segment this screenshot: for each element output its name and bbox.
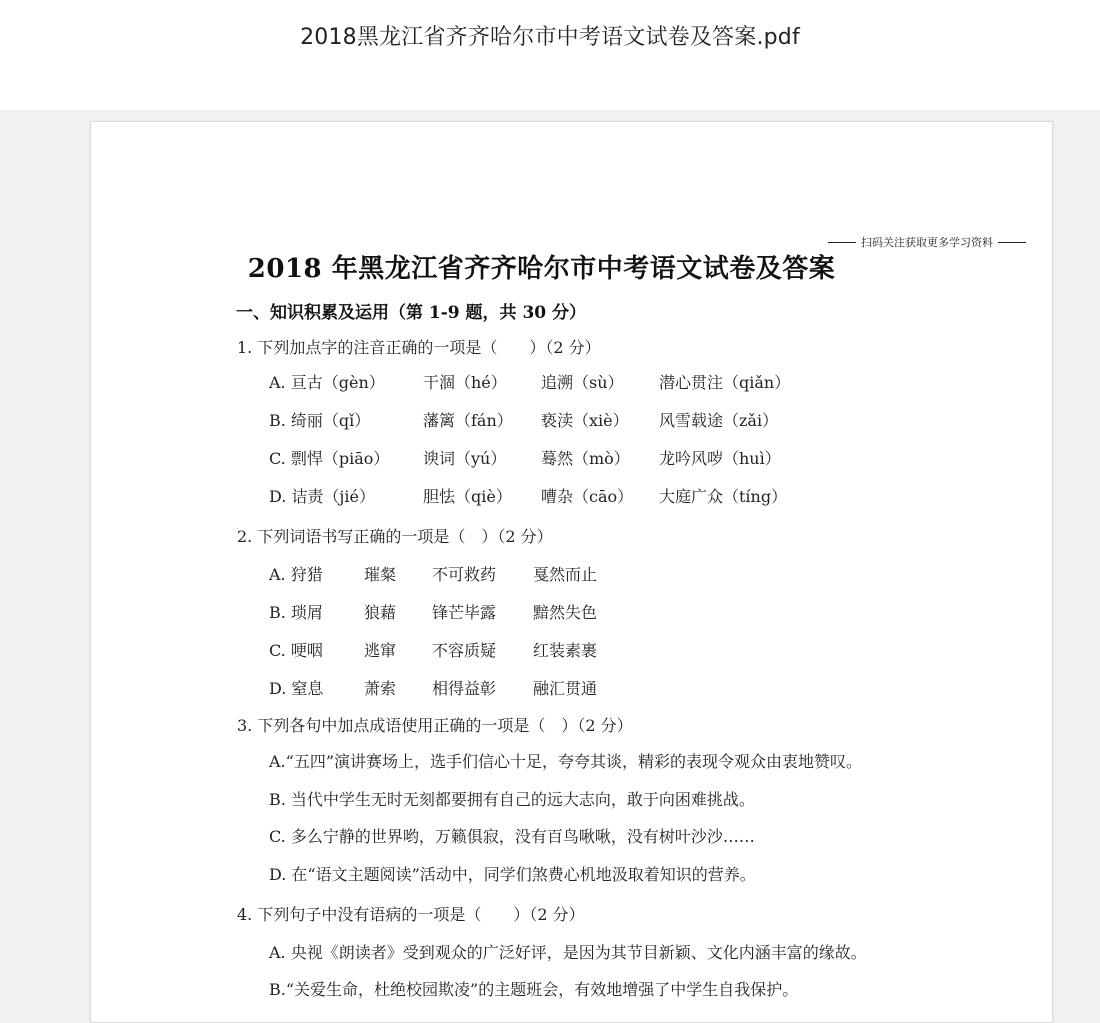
option-cell: 大庭广众（tíng） <box>659 487 788 506</box>
option-cell: 锋芒毕露 <box>432 603 497 622</box>
question-3-option-c: C. 多么宁静的世界哟，万籁俱寂，没有百鸟啾啾，没有树叶沙沙…… <box>269 827 755 846</box>
question-1-option-c <box>269 446 781 469</box>
option-cell: 追溯（sù） <box>541 373 624 392</box>
option-cell: 藩篱（fán） <box>423 411 513 430</box>
question-4-option-a: A. 央视《朗读者》受到观众的广泛好评，是因为其节目新颖、文化内涵丰富的缘故。 <box>269 943 867 962</box>
option-cell: D. 窒息 <box>269 679 324 698</box>
option-cell: 璀粲 <box>364 565 397 584</box>
option-cell: D. 诘责（jié） <box>269 487 375 506</box>
option-cell: A. 亘古（gèn） <box>269 373 385 392</box>
option-cell: 谀词（yú） <box>423 449 507 468</box>
option-cell: 潜心贯注（qiǎn） <box>659 373 791 392</box>
document-title: 2018 年黑龙江省齐齐哈尔市中考语文试卷及答案 <box>247 254 836 284</box>
file-title: 2018黑龙江省齐齐哈尔市中考语文试卷及答案.pdf <box>300 25 800 50</box>
option-cell: 戛然而止 <box>533 565 598 584</box>
option-cell: 龙吟风哕（huì） <box>659 449 781 468</box>
question-3-option-d: D. 在“语文主题阅读”活动中，同学们煞费心机地汲取着知识的营养。 <box>269 865 756 884</box>
option-cell: 融汇贯通 <box>533 679 598 698</box>
option-cell: B. 琐屑 <box>269 603 323 622</box>
question-1-option-b <box>269 408 778 431</box>
option-cell: 风雪载途（zǎi） <box>659 411 779 430</box>
option-cell: C. 哽咽 <box>269 641 323 660</box>
question-3-option-b: B. 当代中学生无时无刻都要拥有自己的远大志向，敢于向困难挑战。 <box>269 790 755 809</box>
question-2-option-a <box>269 562 597 585</box>
question-3-stem: 3. 下列各句中加点成语使用正确的一项是（ ）（2 分） <box>237 716 633 735</box>
question-4-stem: 4. 下列句子中没有语病的一项是（ ）（2 分） <box>237 905 585 924</box>
option-cell: 不可救药 <box>432 565 497 584</box>
option-cell: 嘈杂（cāo） <box>541 487 634 506</box>
question-2-stem: 2. 下列词语书写正确的一项是（ ）（2 分） <box>237 527 553 546</box>
document-viewer[interactable] <box>0 110 1100 999</box>
option-cell: 黯然失色 <box>533 603 598 622</box>
option-cell: 干涸（hé） <box>423 373 507 392</box>
option-cell: C. 剽悍（piāo） <box>269 449 390 468</box>
option-cell: 蓦然（mò） <box>541 449 630 468</box>
option-cell: B. 绮丽（qǐ） <box>269 411 371 430</box>
pdf-page <box>90 121 1053 1023</box>
option-cell: A. 狩猎 <box>269 565 323 584</box>
question-1-stem: 1. 下列加点字的注音正确的一项是（ ）（2 分） <box>237 338 601 357</box>
option-cell: 胆怯（qiè） <box>423 487 512 506</box>
option-cell: 逃窜 <box>364 641 397 660</box>
question-2-option-c <box>269 638 597 661</box>
question-3-option-a: A.“五四”演讲赛场上，选手们信心十足，夸夸其谈，精彩的表现令观众由衷地赞叹。 <box>269 752 863 771</box>
option-cell: 不容质疑 <box>432 641 497 660</box>
promo-rule-left <box>828 242 856 243</box>
option-cell: 亵渎（xiè） <box>541 411 629 430</box>
option-cell: 相得益彰 <box>432 679 497 698</box>
option-cell: 萧索 <box>364 679 397 698</box>
promo-rule-right <box>998 242 1026 243</box>
section-heading: 一、知识积累及运用（第 1-9 题，共 30 分） <box>236 303 587 323</box>
option-cell: 红装素裹 <box>533 641 598 660</box>
question-2-option-d <box>269 676 597 699</box>
question-1-option-d <box>269 484 787 507</box>
question-4-option-b: B.“关爱生命，杜绝校园欺凌”的主题班会，有效地增强了中学生自我保护。 <box>269 980 799 999</box>
question-1-option-a <box>269 370 790 393</box>
question-2-option-b <box>269 600 597 623</box>
promo-text: 扫码关注获取更多学习资料 <box>861 236 993 249</box>
option-cell: 狼藉 <box>364 603 397 622</box>
title-bar <box>0 0 1100 110</box>
